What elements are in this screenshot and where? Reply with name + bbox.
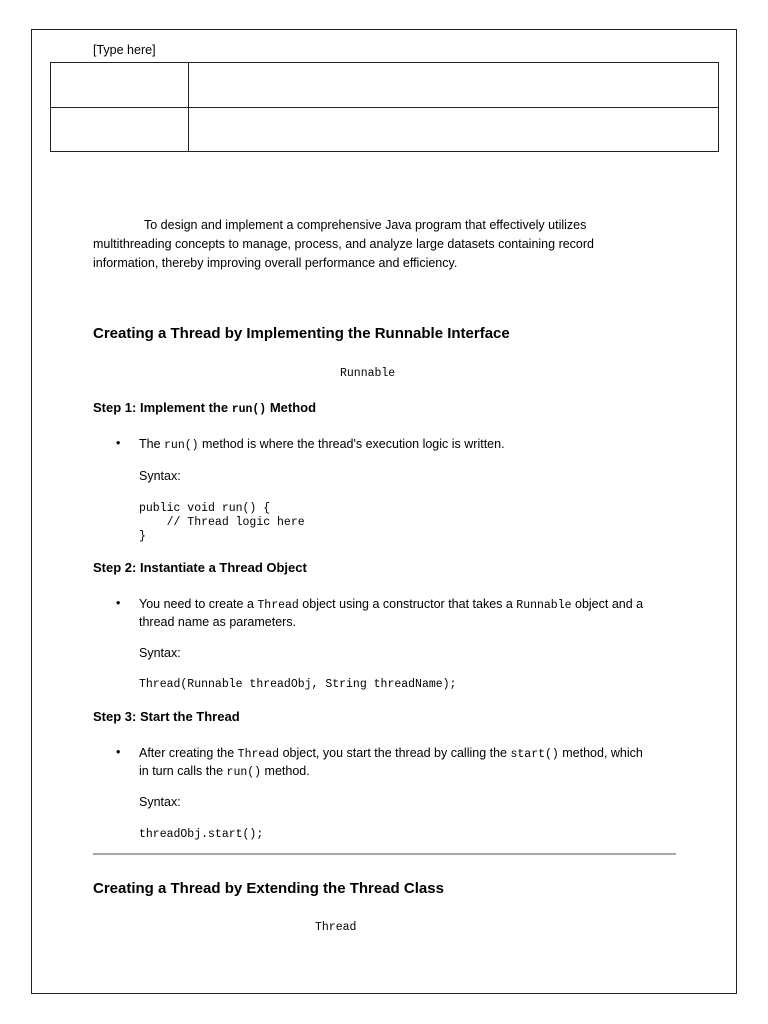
step3-text-code1: Thread [237,748,280,761]
step2-syntax-label: Syntax: [139,646,181,660]
step1-heading-prefix: Step 1: Implement the [93,400,232,415]
step1-heading-suffix: Method [266,400,317,415]
page-border [31,29,737,994]
runnable-code-label: Runnable [340,367,396,380]
step1-syntax-label: Syntax: [139,469,181,483]
step3-description [139,745,649,781]
step3-text-pre: After creating the [139,746,238,760]
step2-code-block: Thread(Runnable threadObj, String threadName); [139,678,457,691]
thread-code-label: Thread [315,921,357,934]
step3-text-code2: start() [510,748,559,761]
step1-text-post: method is where the thread's execution logic is written. [198,437,505,451]
step2-text-code1: Thread [257,599,299,612]
header-placeholder[interactable]: [Type here] [93,43,156,57]
step1-code-block: public void run() { // Thread logic here } [139,502,305,543]
table-row [51,63,719,108]
table-cell[interactable] [189,107,719,152]
step2-text-mid: object using a constructor that takes a [298,597,517,611]
horizontal-divider [93,853,676,855]
step1-description [139,436,684,454]
step2-text-post: object and a thread name as parameters. [139,597,644,629]
table-cell[interactable] [51,107,189,152]
step3-text-post: method. [261,764,310,778]
table-cell[interactable] [51,63,189,108]
step2-text-pre: You need to create a [139,597,258,611]
step3-text-mid: object, you start the thread by calling the [279,746,511,760]
bullet-icon: • [116,596,121,610]
section-heading-runnable: Creating a Thread by Implementing the Runnable Interface [93,325,510,342]
step3-text-code3: run() [226,766,262,779]
table-cell[interactable] [189,63,719,108]
step3-text-mid2: method, which in turn calls the [139,746,643,778]
step2-description [139,596,679,631]
step2-heading: Step 2: Instantiate a Thread Object [93,560,307,575]
section-heading-thread-class: Creating a Thread by Extending the Thread Class [93,880,444,897]
step2-text-code2: Runnable [516,599,572,612]
step3-syntax-label: Syntax: [139,795,181,809]
step1-text-pre: The [139,437,165,451]
bullet-icon: • [116,436,121,450]
table-row [51,107,719,152]
objective-paragraph: To design and implement a comprehensive Java program that effectively utilizes multithreading concepts to manage, process, and analyze large datasets containing record information, thereby improving overall performance and efficiency. [93,218,594,270]
bullet-icon: • [116,745,121,759]
header-table [50,62,719,152]
step3-heading: Step 3: Start the Thread [93,709,240,724]
step1-heading-code: run() [231,403,267,416]
step1-heading [93,400,316,416]
step1-text-code: run() [164,439,199,452]
step3-code-block: threadObj.start(); [139,828,264,841]
